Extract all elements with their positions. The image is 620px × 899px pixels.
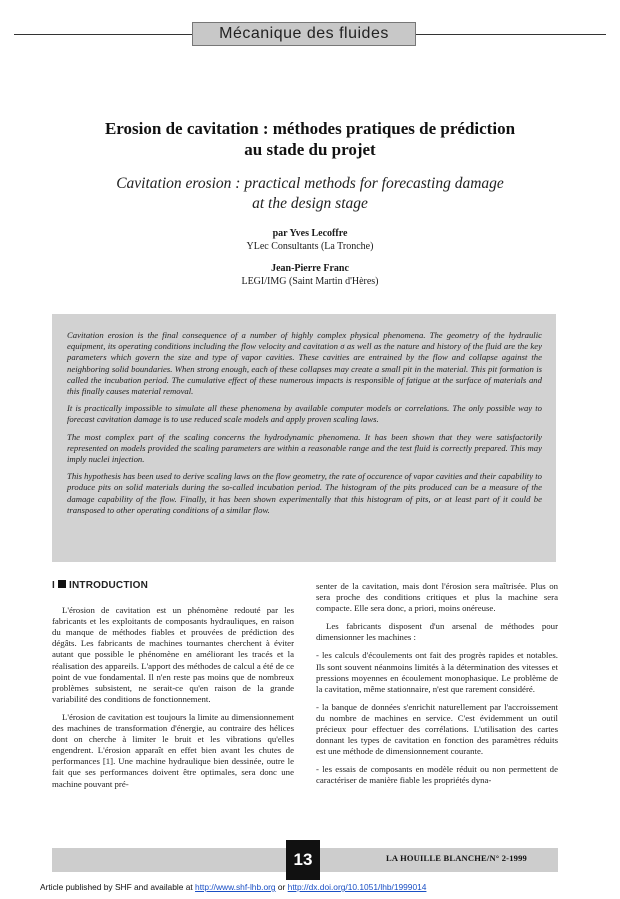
author-name: par Yves Lecoffre — [272, 228, 348, 239]
body-column-right — [316, 581, 558, 787]
title-french-line-1: Erosion de cavitation : méthodes pratiques de prédiction — [104, 119, 516, 138]
body-paragraph: Les fabricants disposent d'un arsenal de méthodes pour dimensionner les machines : — [316, 621, 558, 643]
publication-prefix: Article published by SHF and available at — [40, 882, 196, 892]
publication-separator: or — [275, 882, 288, 892]
abstract-box — [52, 314, 556, 562]
abstract-paragraph: The most complex part of the scaling concerns the hydrodynamic phenomena. It has been shown that they were satisfactorily represented on models provided the scaling parameters are within a reasonable range and the test fluid is correctly prepared. This may imply nuclei injection. — [67, 431, 542, 465]
section-numeral: I — [52, 580, 55, 591]
title-english — [60, 174, 560, 214]
shf-link[interactable]: http://www.shf-lhb.org — [195, 882, 276, 892]
author-name: Jean-Pierre Franc — [271, 263, 349, 274]
section-title: INTRODUCTION — [68, 580, 149, 591]
list-item: - les essais de composants en modèle réduit ou non permettent de caractériser de manière fiable les propriétés dyna- — [316, 764, 558, 786]
abstract-paragraph: Cavitation erosion is the final consequence of a number of highly complex physical phenomena. The geometry of the hydraulic equipment, its operating conditions including the flow velocity and cavitation σ as well as the nature and history of the fluid are the key parameters which govern the size and type of vapor cavities. These cavities are entrained by the flow and collapse against the neighboring solid boundaries. When strong enough, each of these collapses may create a small pit in the material. This pit formation is called the incubation period. The cumulative effect of these numerous impacts is responsible of fatigue at the surface of materials and this finally causes material removal. — [67, 330, 542, 397]
list-item: - les calculs d'écoulements ont fait des progrès rapides et notables. Ils sont souvent néanmoins limités à la détermination des vitesses et pressions moyennes en écoulement monophasique. Le problème de la cavitation, même stationnaire, n'est que rarement considéré. — [316, 650, 558, 694]
body-column-left — [52, 580, 294, 790]
square-bullet-icon — [58, 580, 66, 588]
title-french — [60, 118, 560, 160]
title-english-line-1: Cavitation erosion : practical methods for forecasting damage — [116, 175, 504, 192]
section-header: Mécanique des fluides — [192, 22, 416, 46]
header-rule-left — [14, 34, 194, 35]
title-french-line-2: au stade du projet — [244, 140, 376, 159]
body-paragraph: L'érosion de cavitation est un phénomène redouté par les fabricants et les exploitants de composants hydrauliques, en raison du manque de méthodes fiables et prouvées de prédiction des dégâts. Les fabricants de machines tournantes cherchent à éviter autant que possible le phénomène en améliorant les tracés et la réalisation des appareils. L'apport des méthodes de calcul a été de ce point de vue fondamental. Il n'en reste pas moins que de nombreux problèmes subsistent, ne serait-ce qu'en raison de la grande variabilité des conditions de fonctionnement. — [52, 605, 294, 704]
journal-name: LA HOUILLE BLANCHE/N° 2-1999 — [386, 853, 528, 863]
list-item: - la banque de données s'enrichit naturellement par l'accroissement du nombre de machines en service. C'est évidemment un outil précieux pour effectuer des corrélations. L'utilisation des cartes donnant les types de cavitation en fonction des paramètres réduits est une méthode de dimensionnement courante. — [316, 701, 558, 757]
body-paragraph: L'érosion de cavitation est toujours la limite au dimensionnement des machines de transformation d'énergie, au contraire des hélices dont on cherche à limiter le bruit et les vibrations qu'elles engendrent. L'érosion apparaît en effet bien avant les chutes de performances [1]. Une machine hydraulique bien dessinée, outre le fait que ses performances doivent être optimales, sera donc une machine pouvant pré- — [52, 711, 294, 789]
abstract-paragraph: It is practically impossible to simulate all these phenomena by available computer models or correlations. The only possible way to forecast cavitation damage is to use reduced scale models and apply proven scaling laws. — [67, 403, 542, 425]
title-english-line-2: at the design stage — [252, 195, 368, 212]
body-paragraph: senter de la cavitation, mais dont l'érosion sera maîtrisée. Plus on sera proche des conditions critiques et plus la machine sera compacte. Elle sera donc, a priori, moins onéreuse. — [316, 581, 558, 614]
header-rule-right — [416, 34, 606, 35]
author-affiliation: LEGI/IMG (Saint Martin d'Hères) — [241, 276, 379, 287]
page-number: 13 — [286, 840, 320, 880]
section-heading-introduction — [52, 580, 294, 591]
author-affiliation: YLec Consultants (La Tronche) — [246, 241, 374, 252]
publication-notice — [40, 882, 600, 892]
abstract-paragraph: This hypothesis has been used to derive scaling laws on the flow geometry, the rate of occurence of vapor cavities and their capability to produce pits on solid materials during the so-called incubation period. The histogram of the pits produced can be a measure of the damage capability of the flow. Finally, it has been shown experimentally that this histogram of pits, or at least part of it could be transposed to other operating conditions of a similar flow. — [67, 471, 542, 515]
authors-block — [100, 227, 520, 288]
doi-link[interactable]: http://dx.doi.org/10.1051/lhb/1999014 — [287, 882, 427, 892]
